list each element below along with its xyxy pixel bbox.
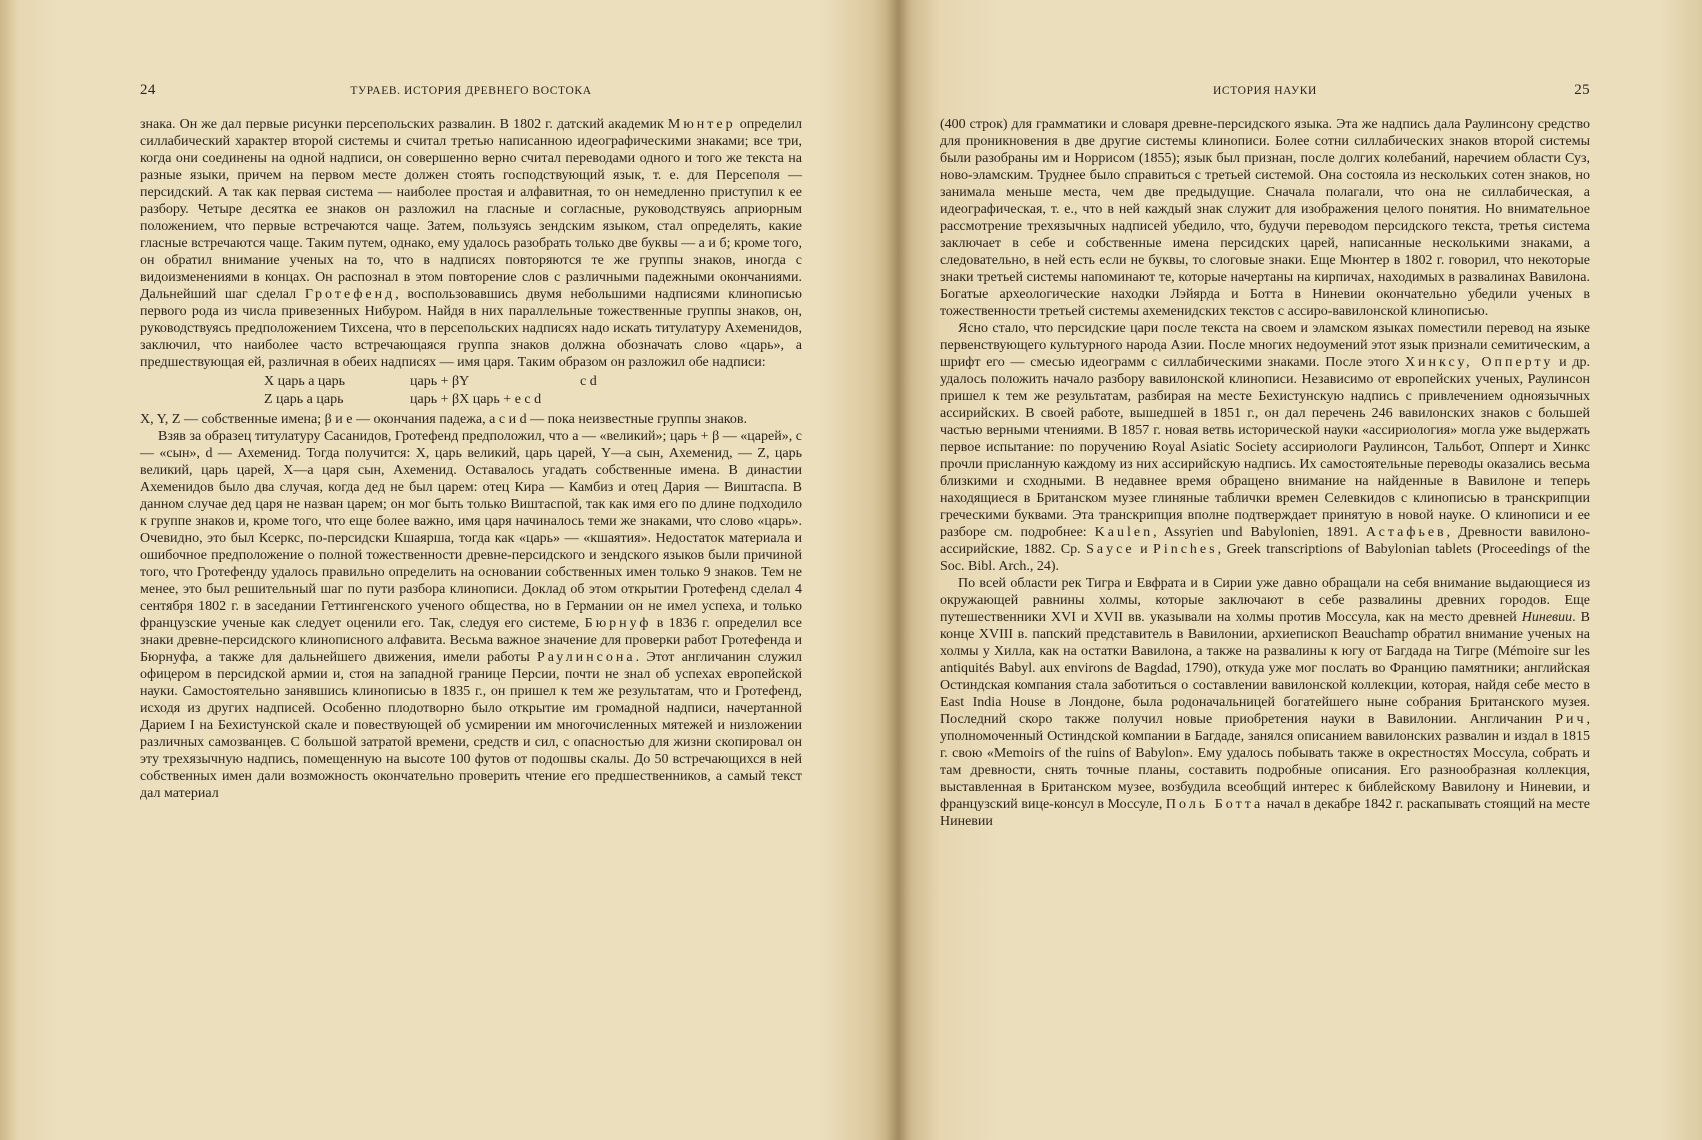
text-run: , воспользовавшись двумя небольшими надписями клинописью первого рода из числа привезенных Нибуром. Найдя в них параллельные тожественные группы знаков, он, руководствуясь предположением Тихсена, что в персепольских надписях надо искать титулатуру Ахеменидов, заключил, что наиболее часто встречающаяся группа знаков должна обозначать слово «царь», а предшествующая ей, различная в обеих надписях — имя царя. Таким образом он разложил обе надписи:: [140, 287, 803, 370]
formula-row-1: [140, 373, 802, 391]
person-name: Мюнтер: [667, 117, 736, 132]
text-run: , уполномоченный Остиндской компании в Багдаде, занялся описанием вавилонских развалин и издал в 1815 г. свою «Memoirs of the ruins of Babylon». Ему удалось побывать также в окрестностях Моссула, собрать и там древности, снять точные планы, составить подробные описания. Его разнообразная коллекция, выставленная в Британском музее, возбудила всеобщий интерес к библейскому Вавилону и Ниневии, и французский вице-консул в Моссуле,: [940, 712, 1591, 812]
right-page-number: 25: [1574, 82, 1590, 98]
right-page: [940, 82, 1590, 830]
text-run: По всей области рек Тигра и Евфрата и в Сирии уже давно обращали на себя внимание выдающиеся из окружающей равнины холмы, которые заключают в себе развалины древних городов. Еще путешественники XVI и XVII вв. указывали на холмы против Моссула, как на место древней: [940, 576, 1590, 625]
right-body-text: [940, 116, 1590, 830]
person-name: Поль Ботта: [1165, 797, 1264, 812]
book-gutter: [886, 0, 912, 1140]
text-run: Взяв за образец титулатуру Сасанидов, Гротефенд предположил, что a — «великий»; царь + β — «царей», c — «сын», d — Ахеменид. Тогда получится: X, царь великий, царь царей, Y—а сын, Ахеменид, — Z, царь великий, царь царей, X—а царя сын, Ахеменид. Оставалось угадать собственные имена. В династии Ахеменидов было два случая, когда дед не был царем: отец Кира — Камбиз и отец Дария — Виштаспа. В данном случае дед царя не назван царем; он мог быть только Виштаспой, так как имя его по длине подходило к группе знаков и, кроме того, что еще более важно, имя царя начиналось теми же знаками, что слово «царь». Очевидно, это был Ксеркс, по-персидски Кшаярша, тогда как «царь» — «кшаятия». Недостаток материала и ошибочное предположение о полной тожественности древне-персидского и зендского языков были причиной того, что Гротефенду удалось правильно определить на основании собственных имен только 9 знаков. Тем не менее, это был решительный шаг по пути разбора клинописи. Доклад об этом открытии Гротефенд сделал 4 сентября 1802 г. в заседании Геттингенского ученого общества, но в Германии он не имел успеха, и только французские ученые как следует оценили его. Так, следуя его системе,: [140, 429, 802, 631]
text-run: . В конце XVIII в. папский представитель в Вавилонии, архиепископ Beauchamp обратил внимание ученых на холмы у Хилла, как на остатки Вавилона, а также на развалины к югу от Багдада на Тигре (Mémoire sur les antiquités Babyl. aux environs de Bagdad, 1790), откуда уже мог послать во Францию памятники; английская Остиндская компания стала заботиться о составлении вавилонской коллекции, которая, найдя себе место в East India House в Лондоне, была родоначальницей богатейшего ныне собрания Британского музея. Последний скоро также получил новые приобретения науки в Вавилонии. Англичанин: [940, 610, 1591, 727]
text-run: , Greek transcriptions of Babylonian tablets (Proceedings of the Soc. Bibl. Arch., 24).: [940, 542, 1590, 574]
text-run: в 1836 г. определил все знаки древне-персидского клинописного алфавита. Весьма важное значение для проверки работ Гротефенда и Бюрнуфа, а также для дальнейшего движения, имели работы: [140, 616, 803, 665]
left-page: [140, 82, 802, 802]
person-name: Гротефенд: [304, 287, 396, 302]
text-run: , Древности вавилоно-ассирийские, 1882. Ср.: [940, 525, 1590, 557]
right-running-title: ИСТОРИЯ НАУКИ: [1213, 85, 1317, 97]
cuneiform-formula: [140, 373, 802, 409]
person-name: Раулинсона: [537, 650, 636, 665]
text-run: и др. удалось положить начало разбору вавилонской клинописи. Независимо от европейских ученых, Раулинсон пришел к тем же результатам, разбирая на месте Бехистунскую надпись с привлечением одноязычных ассирийских. В своей работе, вышедшей в 1851 г., он дал перечень 246 вавилонских знаков с большей частью верными чтениями. В 1857 г. новая ветвь исторической науки «ассириология» могла уже выдержать первое испытание: по поручению Royal Asiatic Society ассириологи Раулинсон, Тальбот, Опперт и Хинкс прочли присланную каждому из них ассирийскую надпись. Их самостоятельные переводы оказались весьма близкими и сходными. В недавнее время обращено внимание на найденные в Вавилоне и теперь находящиеся в Британском музее глиняные таблички времен Селевкидов с клинописью в транскрипции греческими буквами. Эта транскрипция вполне подтверждает принятую в новой науке. О клинописи и ее разборе см. подробнее:: [940, 355, 1591, 540]
person-name: Sayce: [1086, 542, 1135, 557]
left-paragraph-2: X, Y, Z — собственные имена; β и e — окончания падежа, a c и d — пока неизвестные группы знаков.: [140, 412, 748, 427]
formula-cell: Z царь a царь: [264, 392, 344, 407]
person-name: Kaulen: [1094, 525, 1154, 540]
left-running-title: ТУРАЕВ. ИСТОРИЯ ДРЕВНЕГО ВОСТОКА: [350, 85, 592, 97]
formula-cell: царь + βY: [410, 374, 470, 389]
person-name: Pinches: [1153, 542, 1218, 557]
text-run: . Этот англичанин служил офицером в персидской армии и, стоя на западной границе Персии, почти не знал об успехах европейской науки. Самостоятельно занявшись клинописью в 1835 г., он пришел к тем же результатам, что и Гротефенд, исходя из других надписей. Особенно плодотворно было открытие им громадной надписи, начертанной Дарием I на Бехистунской скале и повествующей об усмирении им многочисленных мятежей и низложении различных самозванцев. С большой затратой времени, средств и сил, с опасностью для жизни скопировал он эту трехязычную надпись, помещенную на высоте 100 футов от подошвы скалы. До 50 встречающихся в ней собственных имен дали возможность окончательно проверить чтение его предшественников, а самый текст дал материал: [140, 650, 802, 801]
left-running-header: [140, 82, 802, 106]
formula-cell: c d: [580, 374, 597, 389]
person-name: Бюрнуф: [584, 616, 652, 631]
left-paragraph-3: [140, 428, 802, 802]
left-body-text: [140, 116, 802, 802]
text-run: определил силлабический характер второй системы и считал третью написанною идеографическими знаками; все три, когда они соединены на одной надписи, он совершенно верно считал переводами одного и того же текста на разные языки, причем на первом месте должен стоять господствующий язык, т. е. для Персеполя — персидский. А так как первая система — наиболее простая и алфавитная, то он немедленно приступил к ее разбору. Четыре десятка ее знаков он разложил на гласные и согласные, руководствуясь априорным положением, что первые встречаются чаще. Затем, пользуясь зендским языком, стал определять, какие гласные встречаются чаще. Таким путем, однако, ему удалось разобрать только две буквы — а и б; кроме того, он обратил внимание ученых на то, что в надписях повторяются те же группы знаков, иногда с видоизменениями в концах. Он распознал в этом повторение слов с различными падежными окончаниями. Дальнейший шаг сделал: [140, 117, 803, 302]
right-paragraph-3: [940, 575, 1590, 830]
formula-row-2: [140, 391, 802, 409]
text-run: , Assyrien und Babylonien, 1891.: [1153, 525, 1358, 540]
person-name: Рич: [1555, 712, 1587, 727]
italic-term: Ниневии: [1521, 610, 1573, 625]
formula-cell: X царь a царь: [264, 374, 346, 389]
right-paragraph-2: [940, 320, 1590, 575]
person-name: Хинксу, Опперту: [1404, 355, 1554, 370]
left-paragraph-1: [140, 116, 802, 371]
text-run: знака. Он же дал первые рисунки персепольских развалин. В 1802 г. датский академик: [140, 117, 664, 132]
left-page-number: 24: [140, 82, 156, 98]
text-run: Ясно стало, что персидские цари после текста на своем и эламском языках поместили перевод на языке первенствующего культурного народа Азии. После многих недоумений этот язык признали семитическим, а шрифт его — смесью идеограмм с силлабическими знаками. После этого: [940, 321, 1590, 370]
text-run: начал в декабре 1842 г. раскапывать стоящий на месте Ниневии: [940, 797, 1591, 829]
text-run: и: [1140, 542, 1148, 557]
formula-cell: царь + βX царь + e c d: [410, 392, 542, 407]
right-running-header: [940, 82, 1590, 106]
person-name: Астафьев: [1365, 525, 1447, 540]
right-paragraph-1: (400 строк) для грамматики и словаря древне-персидского языка. Эта же надпись дала Раулинсону средство для проникновения в две другие системы клинописи. Более сотни силлабических знаков второй системы были разобраны им и Норрисом (1855); язык был признан, после долгих колебаний, наречием области Суз, ново-эламским. Труднее было справиться с третьей системой. Она состояла из нескольких сотен знаков, но занимала меньше места, чем две предыдущие. Сначала полагали, что она не силлабическая, а идеографическая, т. е., что в ней каждый знак служит для изображения целого понятия. Но внимательное рассмотрение трехязычных надписей убедило, что, будучи переводом персидского текста, третья система заключает в себе и собственные имена персидских царей, написанные несколькими знаками, а следовательно, в ней есть если не буквы, то слоговые знаки. Еще Мюнтер в 1802 г. говорил, что некоторые знаки третьей системы напоминают те, которые начертаны на кирпичах, находимых в развалинах Вавилона. Богатые археологические находки Лэйярда и Ботта в Ниневии окончательно убедили ученых в тожественности третьей системы ахеменидских текстов с ассиро-вавилонской клинописью.: [940, 117, 1590, 319]
